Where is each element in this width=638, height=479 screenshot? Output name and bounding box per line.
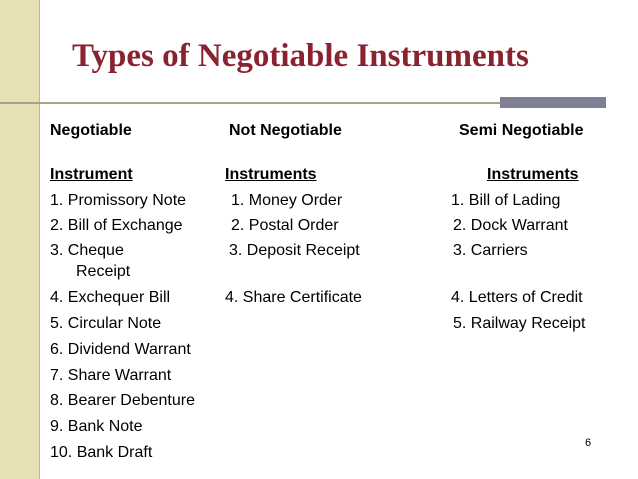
list-item: 9. Bank Note [50,418,143,435]
list-item: 5. Circular Note [50,315,162,332]
slide-title: Types of Negotiable Instruments [72,38,529,74]
list-item: 3. Carriers [453,242,528,259]
list-item: 1. Promissory Note [50,192,187,209]
header-semi-negotiable: Semi Negotiable [459,122,584,139]
list-item: 4. Letters of Credit [451,289,583,306]
title-rule-block [500,97,606,108]
list-item: 4. Share Certificate [225,289,362,306]
list-item: 8. Bearer Debenture [50,392,195,409]
list-item: 10. Bank Draft [50,444,153,461]
list-item-continuation: Receipt [76,263,131,280]
list-item: 1. Money Order [231,192,343,209]
list-item: 3. Deposit Receipt [229,242,360,259]
header-negotiable: Negotiable [50,122,132,139]
subheader-semi-negotiable: Instruments [487,166,579,183]
left-accent-bar [0,0,40,479]
list-item: 1. Bill of Lading [451,192,561,209]
list-item: 7. Share Warrant [50,367,172,384]
subheader-negotiable: Instrument [50,166,133,183]
list-item: 6. Dividend Warrant [50,341,191,358]
page-number: 6 [585,437,592,449]
list-item: 3. Cheque [50,242,124,259]
list-item: 4. Exchequer Bill [50,289,171,306]
list-item: 2. Postal Order [231,217,339,234]
list-item: 2. Bill of Exchange [50,217,183,234]
subheader-not-negotiable: Instruments [225,166,317,183]
title-rule [0,102,500,104]
list-item: 2. Dock Warrant [453,217,568,234]
header-not-negotiable: Not Negotiable [229,122,342,139]
list-item: 5. Railway Receipt [453,315,586,332]
